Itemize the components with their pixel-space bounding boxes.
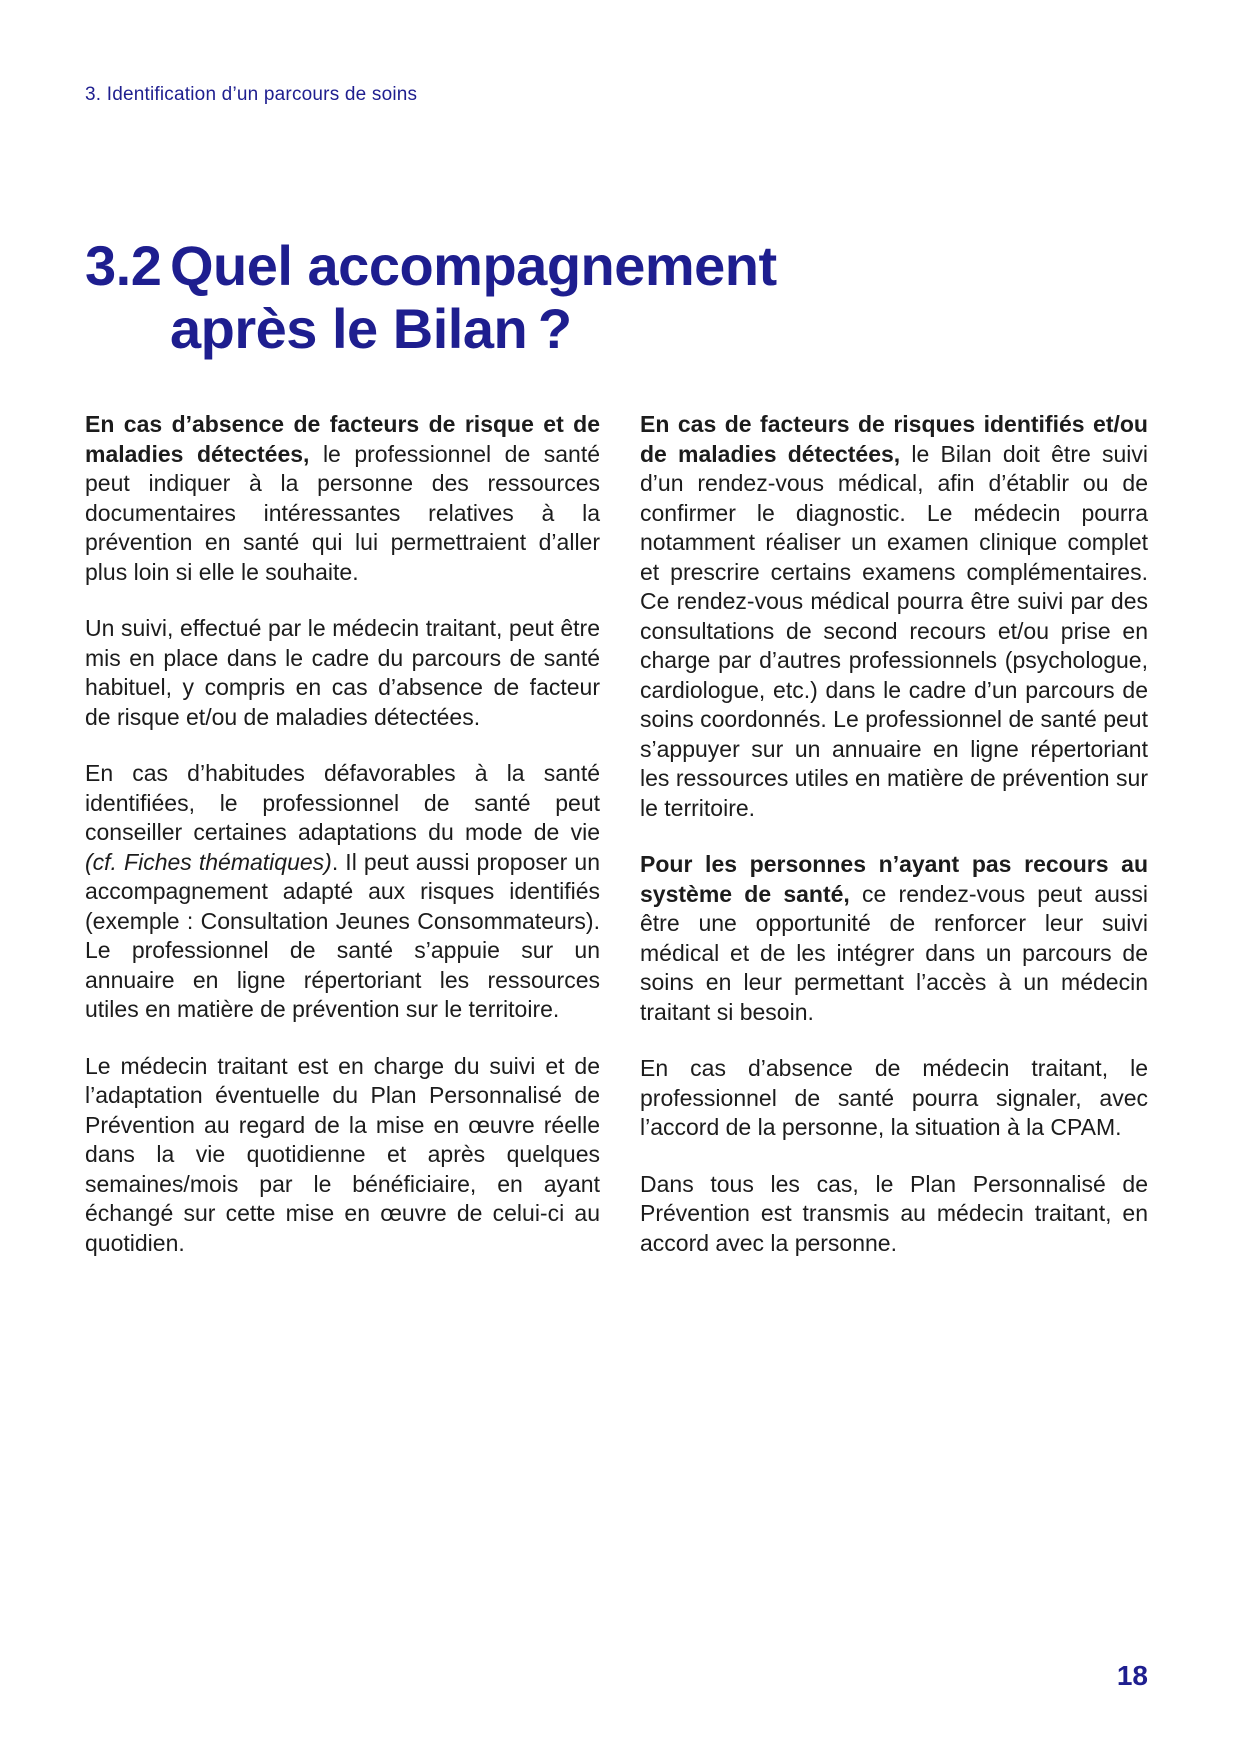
page-title-line1: Quel accompagnement [170,234,777,297]
text-segment: le professionnel de santé peut indiquer à la personne des ressources documentaires intéressantes relatives à la prévention en santé qui lui permettraient d’aller plus loin si elle le souhaite. [85,440,600,585]
text-segment: Dans tous les cas, le Plan Personnalisé de Prévention est transmis au médecin traitant, en accord avec la personne. [640,1170,1148,1256]
page-title-line2: après le Bilan ? [170,297,572,360]
paragraph [85,1052,600,1259]
paragraph [85,614,600,732]
text-segment: (cf. Fiches thématiques) [85,848,332,875]
text-segment: le Bilan doit être suivi d’un rendez-vous médical, afin d’établir ou de confirmer le diagnostic. Le médecin pourra notamment réaliser un examen clinique complet et prescrire certains examens complémentaires. Ce rendez-vous médical pourra être suivi par des consultations de second recours et/ou prise en charge par d’autres professionnels (psychologue, cardiologue, etc.) dans le cadre d’un parcours de soins coordonnés. Le professionnel de santé peut s’appuyer sur un annuaire en ligne répertoriant les ressources utiles en matière de prévention sur le territoire. [640,440,1148,821]
text-segment: ce rendez-vous peut aussi être une opportunité de renforcer leur suivi médical et de les intégrer dans un parcours de soins en leur permettant l’accès à un médecin traitant si besoin. [640,880,1148,1025]
paragraph [640,410,1148,823]
text-segment: Le médecin traitant est en charge du suivi et de l’adaptation éventuelle du Plan Personnalisé de Prévention au regard de la mise en œuvre réelle dans la vie quotidienne et après quelques semaines/mois par le bénéficiaire, en ayant échangé sur cette mise en œuvre de celui-ci au quotidien. [85,1052,600,1256]
text-segment: En cas de facteurs de risques identifiés et/ou de maladies détectées, [640,411,1148,467]
body-columns [85,410,1148,1285]
paragraph [640,850,1148,1027]
right-column [640,410,1148,1285]
paragraph [85,759,600,1025]
page-title-text [170,234,777,360]
paragraph [640,1170,1148,1259]
text-segment: En cas d’absence de médecin traitant, le professionnel de santé pourra signaler, avec l’accord de la personne, la situation à la CPAM. [640,1055,1148,1140]
paragraph [85,410,600,587]
text-segment: En cas d’absence de facteurs de risque et de maladies détectées, [85,411,600,467]
text-segment: En cas d’habitudes défavorables à la santé identifiées, le professionnel de santé peut conseiller certaines adaptations du mode de vie [85,760,600,845]
section-header: 3. Identification d’un parcours de soins [85,84,418,105]
page-title-number: 3.2 [85,234,162,297]
text-segment: . Il peut aussi proposer un accompagnement adapté aux risques identifiés (exemple : Consultation Jeunes Consommateurs). Le professionnel de santé s’appuie sur un annuaire en ligne répertoriant les ressources utiles en matière de prévention sur le territoire. [85,848,600,1022]
text-segment: Un suivi, effectué par le médecin traitant, peut être mis en place dans le cadre du parcours de santé habituel, y compris en cas d’absence de facteur de risque et/ou de maladies détectées. [85,615,600,730]
text-segment: Pour les personnes n’ayant pas recours au système de santé, [640,851,1148,907]
page-title [85,234,777,360]
left-column [85,410,600,1285]
page-number: 18 [1116,1660,1148,1691]
paragraph [640,1054,1148,1143]
